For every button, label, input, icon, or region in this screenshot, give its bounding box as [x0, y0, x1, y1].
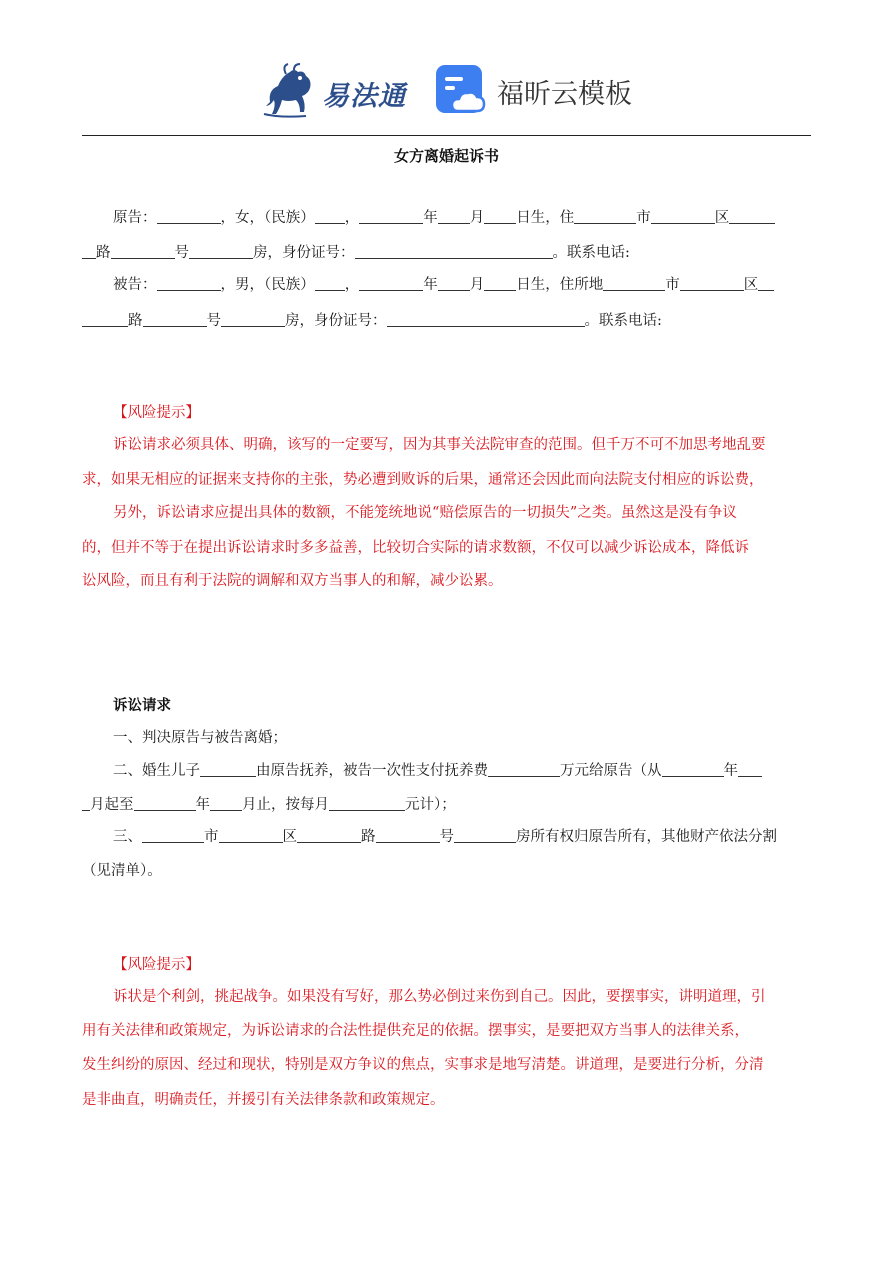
text-segment: 路: [361, 829, 376, 845]
text-segment: 区: [282, 829, 297, 845]
text-segment: ，: [344, 210, 360, 226]
text-segment: 市: [636, 210, 651, 226]
road-blank-cont: [82, 244, 96, 259]
text-segment: 年: [195, 797, 210, 813]
text-segment: 由原告抚养，被告一次性支付抚养费: [256, 763, 488, 779]
son-name-blank: [200, 762, 256, 777]
road-blank: [758, 276, 774, 291]
id-number-blank: [387, 312, 585, 327]
header-divider: [82, 135, 811, 136]
text-segment: 区: [714, 210, 730, 226]
yifatong-logo: [260, 62, 420, 122]
plaintiff-name-blank: [157, 209, 221, 224]
text-segment: 月起至: [90, 797, 134, 813]
text-segment: 房，身份证号：: [285, 313, 387, 329]
year-blank: [359, 209, 423, 224]
foxit-cloud-template-icon: [436, 65, 486, 117]
claim-item-2-line-1: [113, 761, 811, 781]
id-number-blank: [355, 244, 553, 259]
text-segment: 月: [469, 210, 485, 226]
number-blank: [376, 828, 440, 843]
text-segment: 三、: [113, 829, 142, 845]
district-blank: [219, 828, 283, 843]
text-segment: 号: [174, 245, 189, 261]
text-segment: 路: [96, 245, 111, 261]
district-blank: [651, 209, 715, 224]
text-segment: 。联系电话:: [584, 313, 662, 329]
plaintiff-line-2: [82, 243, 811, 263]
end-year-blank: [134, 796, 196, 811]
year-blank: [359, 276, 423, 291]
text-segment: 市: [665, 277, 680, 293]
risk-tip-2-line: 用有关法律和政策规定，为诉讼请求的合法性提供充足的依据。摆事实，是要把双方当事人的法律关系，: [82, 1023, 749, 1039]
risk-tip-1-line: 讼风险，而且有利于法院的调解和双方当事人的和解，减少讼累。: [82, 573, 503, 589]
city-blank: [603, 276, 665, 291]
text-segment: ，男，（民族）: [220, 277, 315, 293]
day-blank: [484, 276, 516, 291]
text-segment: 号: [439, 829, 454, 845]
text-segment: 区: [743, 277, 759, 293]
claim-item-1: 一、判决原告与被告离婚；: [113, 730, 287, 746]
document-title: 女方离婚起诉书: [393, 147, 499, 165]
city-blank: [574, 209, 636, 224]
room-blank: [221, 312, 285, 327]
room-blank: [189, 244, 253, 259]
text-segment: 日生，住所地: [516, 277, 604, 293]
claims-heading: 诉讼请求: [113, 697, 171, 714]
start-month-blank: [738, 762, 762, 777]
plaintiff-label: 原告：: [113, 210, 157, 226]
claim-item-3-line-1: [113, 827, 811, 847]
defendant-name-blank: [157, 276, 221, 291]
start-month-blank-cont: [82, 796, 90, 811]
claim-item-2-line-2: [82, 795, 811, 815]
risk-tip-1-line: 求，如果无相应的证据来支持你的主张，势必遭到败诉的后果，通常还会因此而向法院支付相应的诉讼费，: [82, 472, 764, 488]
risk-tip-1-line: 另外，诉讼请求应提出具体的数额，不能笼统地说“赔偿原告的一切损失”之类。虽然这是没有争议: [113, 505, 737, 521]
risk-tip-2-line: 发生纠纷的原因、经过和现状，特别是双方争议的焦点，实事求是地写清楚。讲道理，是要进行分析，分清: [82, 1057, 764, 1073]
text-segment: 号: [206, 313, 221, 329]
text-segment: 市: [204, 829, 219, 845]
room-blank: [454, 828, 516, 843]
city-blank: [142, 828, 204, 843]
text-segment: 房，身份证号：: [253, 245, 355, 261]
risk-tip-2-line: 是非曲直，明确责任，并援引有关法律条款和政策规定。: [82, 1092, 445, 1108]
text-segment: 年: [723, 763, 738, 779]
plaintiff-line-1: [113, 208, 811, 228]
text-segment: 二、婚生儿子: [113, 763, 200, 779]
end-month-blank: [210, 796, 242, 811]
text-segment: ，女，（民族）: [220, 210, 315, 226]
risk-tip-1-line: 诉讼请求必须具体、明确，该写的一定要写，因为其事关法院审查的范围。但千万不可不加思考地乱要: [113, 437, 766, 453]
text-segment: ，: [344, 277, 360, 293]
road-blank: [729, 209, 775, 224]
text-segment: 。联系电话:: [552, 245, 630, 261]
road-blank-cont: [82, 312, 128, 327]
text-segment: 日生，住: [516, 210, 575, 226]
risk-tip-2-line: 诉状是个利剑，挑起战争。如果没有写好，那么势必倒过来伤到自己。因此，要摆事实，讲明道理，引: [113, 989, 766, 1005]
claim-item-3-line-2: （见清单）。: [82, 863, 162, 879]
risk-tip-1-line: 的，但并不等于在提出诉讼请求时多多益善，比较切合实际的请求数额，不仅可以减少诉讼成本，降低诉: [82, 540, 749, 556]
text-segment: 年: [423, 277, 438, 293]
defendant-line-2: [82, 311, 811, 331]
ethnicity-blank: [315, 209, 345, 224]
monthly-amount-blank: [329, 796, 405, 811]
text-segment: 万元给原告（从: [560, 763, 662, 779]
foxit-cloud-template-logo-text: 福昕云模板: [497, 79, 632, 110]
horse-emblem-icon: [260, 62, 322, 122]
risk-tip-1-heading: 【风险提示】: [113, 405, 200, 421]
text-segment: 元计）；: [405, 797, 456, 813]
text-segment: 年: [423, 210, 438, 226]
district-blank: [680, 276, 744, 291]
ethnicity-blank: [315, 276, 345, 291]
month-blank: [438, 209, 470, 224]
risk-tip-2-heading: 【风险提示】: [113, 957, 200, 973]
road-blank: [297, 828, 361, 843]
start-year-blank: [662, 762, 724, 777]
text-segment: 房所有权归原告所有，其他财产依法分割: [516, 829, 777, 845]
support-amount-blank: [488, 762, 560, 777]
text-segment: 路: [128, 313, 143, 329]
number-blank: [111, 244, 175, 259]
day-blank: [484, 209, 516, 224]
text-segment: 月止，按每月: [242, 797, 329, 813]
defendant-label: 被告：: [113, 277, 157, 293]
defendant-line-1: [113, 275, 811, 295]
yifatong-logo-text: 易法通: [322, 81, 406, 112]
text-segment: 月: [469, 277, 485, 293]
page-header: [0, 58, 893, 124]
month-blank: [438, 276, 470, 291]
number-blank: [143, 312, 207, 327]
